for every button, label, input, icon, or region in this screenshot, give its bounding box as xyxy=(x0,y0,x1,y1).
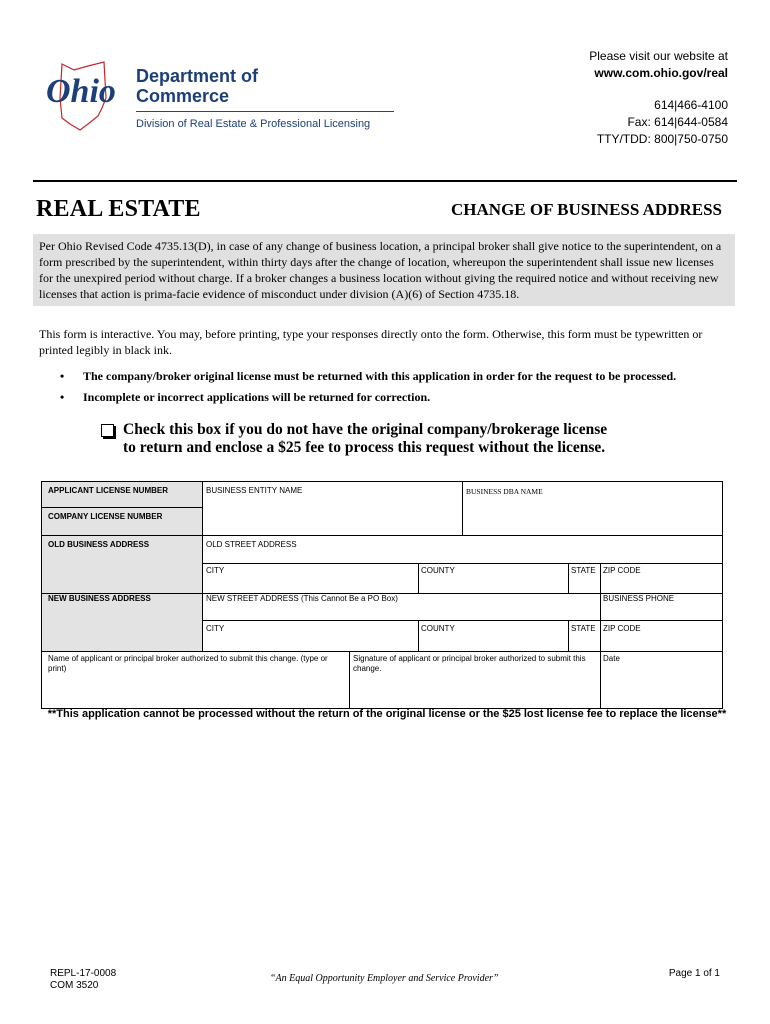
requirements-list xyxy=(60,366,740,408)
list-item: • The company/broker original license must be returned with this application in order for the request to be processed. xyxy=(60,366,740,387)
legal-notice: Per Ohio Revised Code 4735.13(D), in case of any change of business location, a principal broker shall give notice to the superintendent, on a form prescribed by the superintendent, within thirty days after the change of location, whereupon the superintendent shall issue new licenses for the unexpired period without charge. If a broker changes a business location without giving the required notice and without receiving new licenses that action is prima-facie evidence of misconduct under division (A)(6) of Section 4735.18. xyxy=(33,234,735,306)
old-street-address-label: OLD STREET ADDRESS xyxy=(206,540,297,549)
new-zip-code-label: ZIP CODE xyxy=(603,624,641,633)
page-title: REAL ESTATE xyxy=(36,196,201,222)
new-state-label: STATE xyxy=(571,624,596,633)
new-county-label: COUNTY xyxy=(421,624,455,633)
ohio-logo-text: Ohio xyxy=(46,73,116,110)
tty-number: TTY/TDD: 800|750-0750 xyxy=(596,132,728,146)
change-of-address-form xyxy=(41,481,723,709)
department-logo xyxy=(44,58,371,138)
equal-opportunity-tagline: “An Equal Opportunity Employer and Service Provider” xyxy=(270,973,499,984)
department-name-line1: Department of xyxy=(136,66,259,86)
old-zip-code-label: ZIP CODE xyxy=(603,566,641,575)
old-county-label: COUNTY xyxy=(421,566,455,575)
department-name-line2: Commerce xyxy=(136,86,230,106)
date-label: Date xyxy=(603,654,620,663)
applicant-name-label: Name of applicant or principal broker authorized to submit this change. (type or print) xyxy=(48,654,328,673)
form-identifiers xyxy=(50,968,116,992)
new-city-label: CITY xyxy=(206,624,225,633)
old-state-label: STATE xyxy=(571,566,596,575)
logo-divider xyxy=(136,111,394,112)
old-business-address-label: OLD BUSINESS ADDRESS xyxy=(48,540,150,549)
business-phone-label: BUSINESS PHONE xyxy=(603,594,675,603)
ohio-state-outline-icon xyxy=(44,58,134,138)
header-divider xyxy=(33,180,737,182)
fax-number: Fax: 614|644-0584 xyxy=(627,115,728,129)
new-business-address-label: NEW BUSINESS ADDRESS xyxy=(48,594,151,603)
applicant-license-number-label: APPLICANT LICENSE NUMBER xyxy=(48,486,169,495)
old-city-label: CITY xyxy=(206,566,225,575)
bullet-icon: • xyxy=(60,390,65,404)
checkbox-label: Check this box if you do not have the original company/brokerage license to return and enclose a $25 fee to process this request without the license. xyxy=(123,421,608,456)
form-id: REPL-17-0008 xyxy=(50,968,117,979)
contact-info xyxy=(488,48,728,148)
new-street-address-label: NEW STREET ADDRESS (This Cannot Be a PO Box) xyxy=(206,594,398,603)
signature-label: Signature of applicant or principal broker authorized to submit this change. xyxy=(353,654,586,673)
page-number: Page 1 of 1 xyxy=(668,968,720,979)
form-instructions: This form is interactive. You may, before printing, type your responses directly onto the form. Otherwise, this form must be typewritten or printed legibly in black ink. xyxy=(39,327,703,357)
com-id: COM 3520 xyxy=(50,980,99,991)
list-item: • Incomplete or incorrect applications will be returned for correction. xyxy=(60,387,740,408)
bullet-icon: • xyxy=(60,369,65,383)
checkbox-icon[interactable] xyxy=(101,424,114,437)
form-title: CHANGE OF BUSINESS ADDRESS xyxy=(451,200,722,219)
division-name: Division of Real Estate & Professional Licensing xyxy=(136,118,371,130)
phone-number: 614|466-4100 xyxy=(654,98,728,112)
company-license-number-label: COMPANY LICENSE NUMBER xyxy=(48,512,163,521)
footnote: **This application cannot be processed without the return of the original license or the $25 lost license fee to replace the license** xyxy=(47,708,727,720)
business-dba-name-label: BUSINESS DBA NAME xyxy=(466,487,543,496)
website-url[interactable]: www.com.ohio.gov/real xyxy=(594,66,728,80)
business-entity-name-label: BUSINESS ENTITY NAME xyxy=(206,486,303,495)
website-intro: Please visit our website at xyxy=(589,49,728,63)
